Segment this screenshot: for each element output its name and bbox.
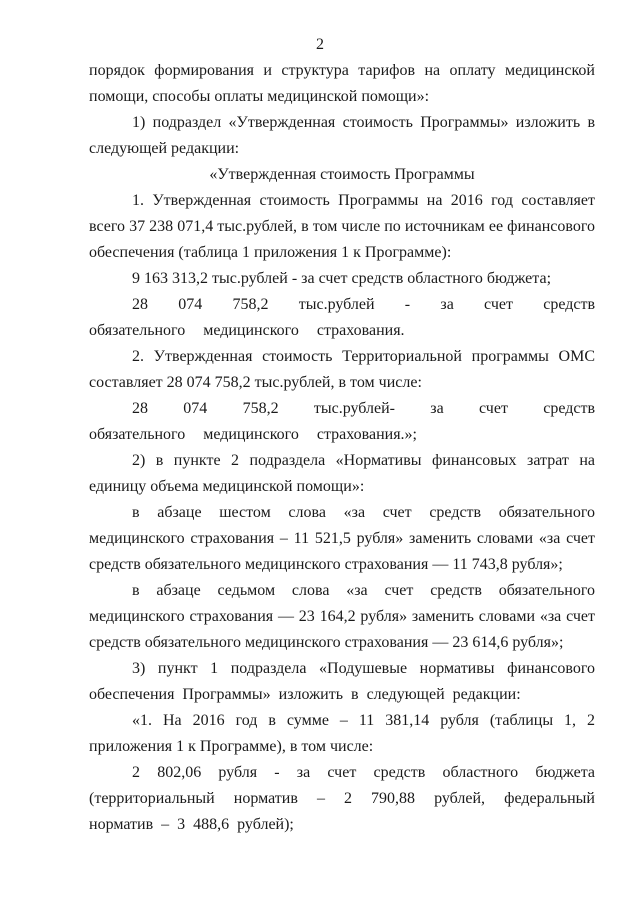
paragraph-11: 3) пункт 1 подраздела «Подушевые нормативы финансового обеспечения Программы» изложить в следующей редакции: [89,660,595,703]
paragraph-1: порядок формирования и структура тарифов на оплату медицинской помощи, способы оплаты медицинской помощи»: [89,62,595,105]
paragraph-5: 28 074 758,2 тыс.рублей - за счет средств обязательного медицинского страхования. [89,296,595,339]
section-heading: «Утвержденная стоимость Программы [209,166,475,183]
paragraph-13: 2 802,06 рубля - за счет средств областного бюджета (территориальный норматив – 2 790,88 рублей, федеральный норматив – 3 488,6 рублей); [89,764,595,833]
paragraph-8: 2) в пункте 2 подраздела «Нормативы финансовых затрат на единицу объема медицинской помощи»: [89,452,595,495]
page-number: 2 [316,36,324,53]
paragraph-6: 2. Утвержденная стоимость Территориальной программы ОМС составляет 28 074 758,2 тыс.рублей, в том числе: [89,348,595,391]
paragraph-12: «1. На 2016 год в сумме – 11 381,14 рубля (таблицы 1, 2 приложения 1 к Программе), в том числе: [89,712,595,755]
document-body [89,58,595,838]
paragraph-10: в абзаце седьмом слова «за счет средств обязательного медицинского страхования — 23 164,2 рубля» заменить словами «за счет средств обязательного медицинского страхования — 23 614,6 рубля»; [89,582,595,651]
paragraph-3: 1. Утвержденная стоимость Программы на 2016 год составляет всего 37 238 071,4 тыс.рублей, в том числе по источникам ее финансового обеспечения (таблица 1 приложения 1 к Программе): [89,192,595,261]
paragraph-9: в абзаце шестом слова «за счет средств обязательного медицинского страхования – 11 521,5 рубля» заменить словами «за счет средств обязательного медицинского страхования — 11 743,8 рубля»; [89,504,595,573]
paragraph-4: 9 163 313,2 тыс.рублей - за счет средств областного бюджета; [132,270,552,287]
paragraph-2: 1) подраздел «Утвержденная стоимость Программы» изложить в следующей редакции: [89,114,595,157]
paragraph-7: 28 074 758,2 тыс.рублей- за счет средств обязательного медицинского страхования.»; [89,400,595,443]
